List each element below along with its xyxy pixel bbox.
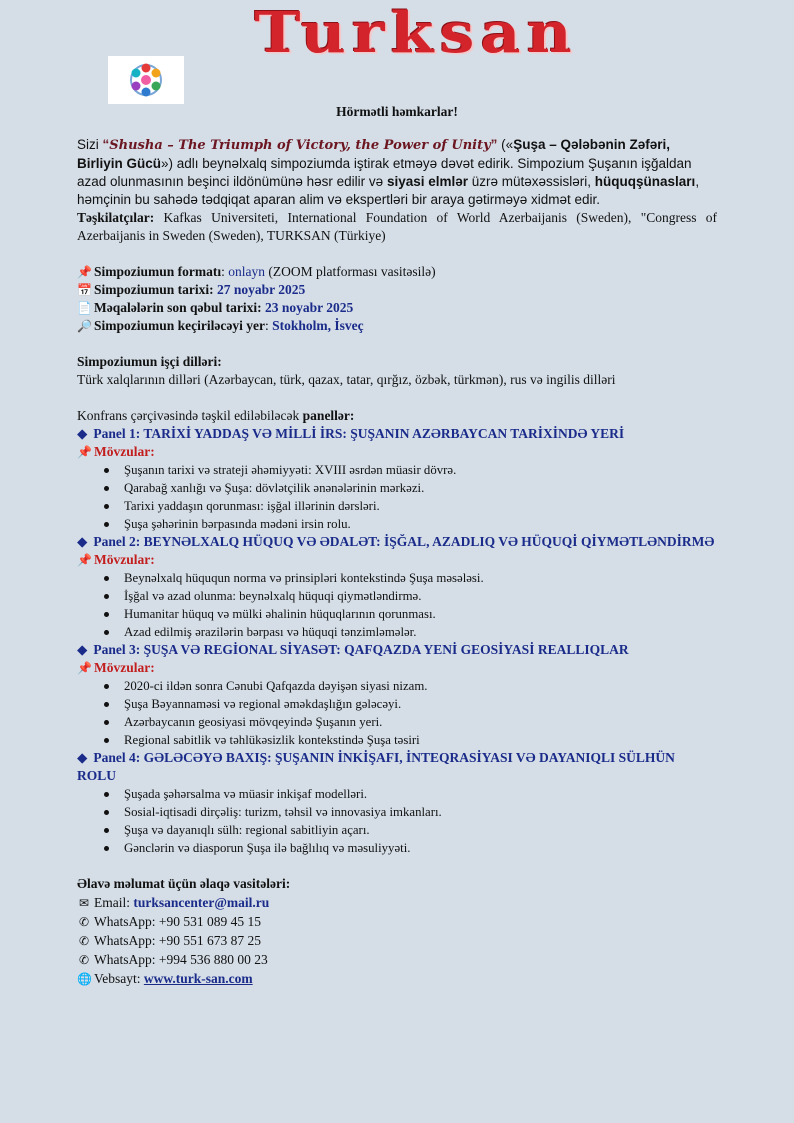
topics-label: Mövzular: bbox=[94, 552, 155, 567]
quote-close: ” bbox=[490, 137, 498, 152]
detail-label: Simpoziumun formatı bbox=[94, 264, 222, 279]
pushpin-icon: 📌 bbox=[77, 661, 92, 675]
list-item: Sosial-iqtisadi dirçəliş: turizm, təhsil və innovasiya imkanları. bbox=[124, 803, 717, 821]
detail-row bbox=[77, 299, 717, 317]
whatsapp-number[interactable]: +90 551 673 87 25 bbox=[158, 933, 261, 948]
email-label: Email: bbox=[94, 895, 130, 910]
contact-label: Əlavə məlumat üçün əlaqə vasitələri: bbox=[77, 876, 291, 891]
detail-separator: : bbox=[264, 318, 273, 333]
phone-icon: ✆ bbox=[78, 915, 90, 929]
list-item: Regional sabitlik və təhlükəsizlik kontekstində Şuşa təsiri bbox=[124, 731, 717, 749]
pushpin-icon: 📌 bbox=[77, 265, 92, 279]
website-label: Vebsayt: bbox=[94, 971, 141, 986]
document-icon: 📄 bbox=[77, 301, 92, 315]
topics-list bbox=[77, 461, 717, 533]
calendar-icon: 📅 bbox=[77, 283, 92, 297]
list-item: Humanitar hüquq və mülki əhalinin hüquqlarının qorunması. bbox=[124, 605, 717, 623]
contact-whatsapp-row-2 bbox=[77, 932, 717, 950]
contact-email-row bbox=[77, 894, 717, 912]
panel-title-text: Panel 2: BEYNƏLXALQ HÜQUQ VƏ ƏDALƏT: İŞĞAL, AZADLIQ VƏ HÜQUQİ QİYMƏTLƏNDİRMƏ bbox=[93, 534, 715, 549]
list-item: 2020-ci ildən sonra Cənubi Qafqazda dəyişən siyasi nizam. bbox=[124, 677, 717, 695]
details-list bbox=[77, 263, 717, 335]
diamond-icon: ◆ bbox=[77, 642, 88, 657]
phone-icon: ✆ bbox=[78, 934, 90, 948]
topics-list bbox=[77, 785, 717, 857]
detail-row bbox=[77, 317, 717, 335]
topics-heading bbox=[77, 659, 717, 677]
turksan-banner: Turksan bbox=[254, 0, 578, 66]
detail-value: 23 noyabr 2025 bbox=[265, 300, 354, 315]
intro-text-end: , həmçinin bu sahədə tədqiqat aparan alim və ekspertləri bir araya gətirməyə xidmət edir. bbox=[77, 174, 700, 207]
whatsapp-label: WhatsApp: bbox=[94, 914, 156, 929]
turksan-logo-icon bbox=[108, 56, 184, 104]
diamond-icon: ◆ bbox=[77, 534, 88, 549]
email-link[interactable]: turksancenter@mail.ru bbox=[133, 895, 270, 910]
panel-title bbox=[77, 425, 717, 443]
panels-list bbox=[77, 425, 717, 857]
panel-title-text: Panel 3: ŞUŞA VƏ REGİONAL SİYASƏT: QAFQAZDA YENİ GEOSİYASİ REALLIQLAR bbox=[93, 642, 629, 657]
detail-suffix: (ZOOM platforması vasitəsilə) bbox=[265, 264, 436, 279]
detail-row bbox=[77, 263, 717, 281]
panels-intro-bold: panellər: bbox=[302, 408, 355, 423]
intro-text-start: Sizi bbox=[77, 137, 103, 152]
panel-title bbox=[77, 641, 717, 659]
contact-whatsapp-row-3 bbox=[77, 951, 717, 969]
detail-label: Simpoziumun tarixi: bbox=[94, 282, 214, 297]
topics-list bbox=[77, 569, 717, 641]
diamond-icon: ◆ bbox=[77, 750, 88, 765]
globe-icon: 🌐 bbox=[77, 972, 92, 986]
diamond-icon: ◆ bbox=[77, 426, 88, 441]
detail-value: onlayn bbox=[228, 264, 266, 279]
panels-intro bbox=[77, 407, 717, 425]
contact-whatsapp-row-1 bbox=[77, 913, 717, 931]
topics-heading bbox=[77, 443, 717, 461]
panel-title-text: Panel 1: TARİXİ YADDAŞ VƏ MİLLİ İRS: ŞUŞANIN AZƏRBAYCAN TARİXİNDƏ YERİ bbox=[93, 426, 625, 441]
topics-list bbox=[77, 677, 717, 749]
whatsapp-label: WhatsApp: bbox=[94, 952, 156, 967]
organizers-line bbox=[77, 209, 717, 245]
panel-title bbox=[77, 533, 717, 551]
list-item: Şuşa və dayanıqlı sülh: regional sabitliyin açarı. bbox=[124, 821, 717, 839]
list-item: Şuşa Bəyannaməsi və regional əməkdaşlığın gələcəyi. bbox=[124, 695, 717, 713]
contact-website-row bbox=[77, 970, 717, 988]
topics-label: Mövzular: bbox=[94, 444, 155, 459]
list-item: Beynəlxalq hüququn norma və prinsipləri kontekstində Şuşa məsələsi. bbox=[124, 569, 717, 587]
list-item: Gənclərin və diasporun Şuşa ilə bağlılıq və məsuliyyəti. bbox=[124, 839, 717, 857]
email-icon: ✉ bbox=[78, 896, 90, 910]
detail-value: Stokholm, İsveç bbox=[272, 318, 364, 333]
letter-body bbox=[77, 136, 717, 988]
lawyers-bold: hüquqşünasları bbox=[594, 174, 696, 189]
detail-label: Simpoziumun keçiriləcəyi yer bbox=[94, 318, 265, 333]
list-item: Şuşanın tarixi və strateji əhəmiyyəti: XVIII əsrdən müasir dövrə. bbox=[124, 461, 717, 479]
phone-icon: ✆ bbox=[78, 953, 90, 967]
organizers-text: Kafkas Universiteti, International Foundation of World Azerbaijanis (Sweden), "Congress of Azerbaijanis in Sweden (Sweden), TURKSAN (Türkiye) bbox=[77, 210, 717, 243]
languages-label: Simpoziumun işçi dilləri: bbox=[77, 354, 222, 369]
detail-row bbox=[77, 281, 717, 299]
intro-paragraph bbox=[77, 136, 717, 209]
whatsapp-label: WhatsApp: bbox=[94, 933, 156, 948]
panel-title bbox=[77, 749, 717, 785]
panels-intro-text: Konfrans çərçivəsində təşkil ediləbiləcək bbox=[77, 408, 303, 423]
organizers-label: Təşkilatçılar: bbox=[77, 210, 155, 225]
detail-value: 27 noyabr 2025 bbox=[217, 282, 306, 297]
languages-text: Türk xalqlarının dilləri (Azərbaycan, türk, qazax, tatar, qırğız, özbək, türkmən), rus və ingilis dilləri bbox=[77, 372, 616, 387]
quote-open: “ bbox=[102, 137, 110, 152]
website-link[interactable]: www.turk-san.com bbox=[143, 971, 253, 986]
greeting-heading: Hörmətli həmkarlar! bbox=[336, 104, 458, 119]
list-item: Şuşa şəhərinin bərpasında mədəni irsin rolu. bbox=[124, 515, 717, 533]
list-item: Şuşada şəhərsalma və müasir inkişaf modelləri. bbox=[124, 785, 717, 803]
list-item: Qarabağ xanlığı və Şuşa: dövlətçilik ənənələrinin mərkəzi. bbox=[124, 479, 717, 497]
list-item: İşğal və azad olunma: beynəlxalq hüquqi qiymətləndirmə. bbox=[124, 587, 717, 605]
topics-heading bbox=[77, 551, 717, 569]
list-item: Azad edilmiş ərazilərin bərpası və hüquqi tənzimləmələr. bbox=[124, 623, 717, 641]
whatsapp-number[interactable]: +90 531 089 45 15 bbox=[158, 914, 261, 929]
whatsapp-number[interactable]: +994 536 880 00 23 bbox=[158, 952, 268, 967]
detail-label: Məqalələrin son qəbul tarixi: bbox=[94, 300, 262, 315]
intro-text-mid: ») adlı beynəlxalq simpoziumda iştirak etməyə dəvət edirik. Simpozium Şuşanın işğaldan azad olunmasının beşinci ildönümünə həsr edilir və bbox=[77, 156, 692, 189]
symposium-azerbaijani-title: Şuşa – Qələbənin Zəfəri, Birliyin Gücü bbox=[77, 137, 670, 171]
list-item: Tarixi yaddaşın qorunması: işğal illərinin dərsləri. bbox=[124, 497, 717, 515]
detail-separator: : bbox=[221, 264, 229, 279]
political-sciences-bold: siyasi elmlər bbox=[386, 174, 468, 189]
intro-text-mid2: üzrə mütəxəssisləri, bbox=[468, 174, 595, 189]
panel-title-text: Panel 4: GƏLƏCƏYƏ BAXIŞ: ŞUŞANIN İNKİŞAFI, İNTEQRASİYASI VƏ DAYANIQLI SÜLHÜN ROLU bbox=[77, 750, 675, 783]
list-item: Azərbaycanın geosiyasi mövqeyində Şuşanın yeri. bbox=[124, 713, 717, 731]
paren-open: (« bbox=[497, 137, 514, 152]
topics-label: Mövzular: bbox=[94, 660, 155, 675]
pushpin-icon: 📌 bbox=[77, 445, 92, 459]
symposium-english-title: Shusha – The Triumph of Victory, the Power of Unity bbox=[109, 138, 491, 153]
pushpin-icon: 📌 bbox=[77, 553, 92, 567]
magnifier-icon: 🔎 bbox=[77, 319, 92, 333]
